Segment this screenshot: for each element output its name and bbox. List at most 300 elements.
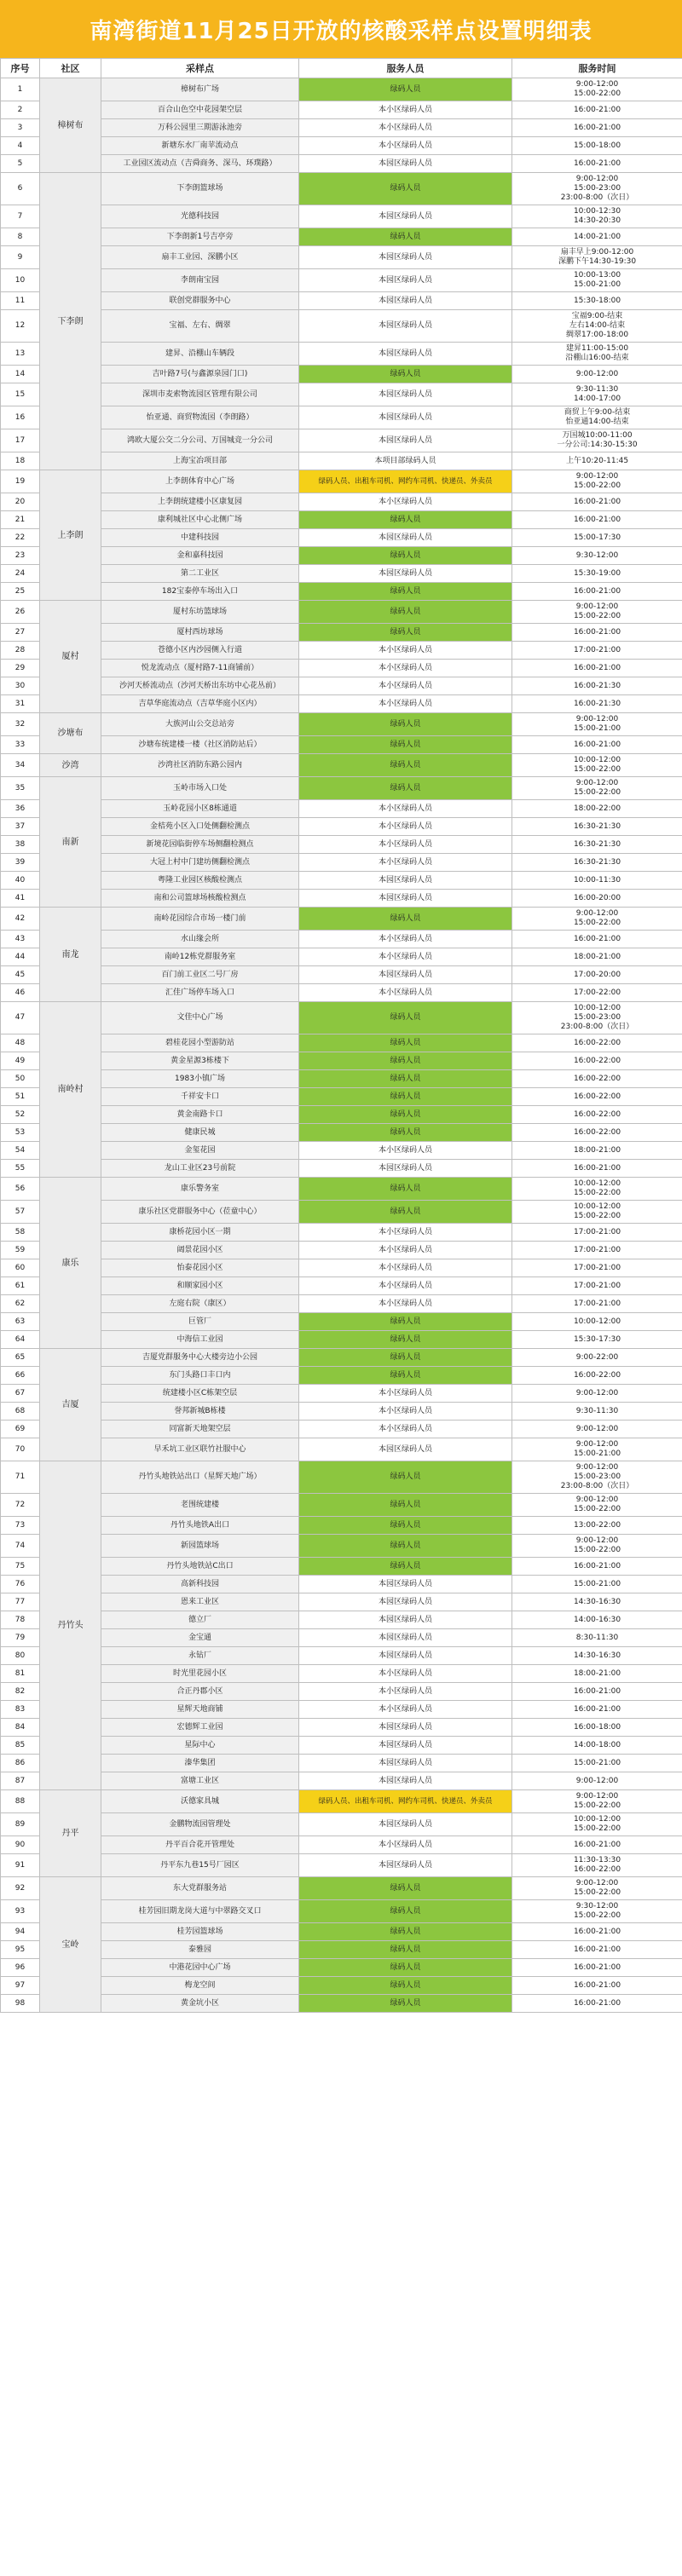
time-cell — [512, 1737, 682, 1755]
time-cell — [512, 1034, 682, 1052]
time-line: 15:00-22:00 — [573, 1189, 621, 1197]
staff-cell: 本小区绿码人员 — [299, 1701, 512, 1719]
time-cell — [512, 1665, 682, 1683]
staff-cell: 绿码人员、出租车司机、网约车司机、快递员、外卖员 — [299, 1790, 512, 1813]
table-row — [1, 511, 682, 529]
row-number: 73 — [1, 1517, 40, 1535]
staff-cell: 本园区绿码人员 — [299, 1438, 512, 1461]
time-line: 15:00-22:00 — [573, 1888, 621, 1897]
staff-cell: 绿码人员 — [299, 736, 512, 754]
row-number: 23 — [1, 547, 40, 565]
time-cell — [512, 547, 682, 565]
time-cell — [512, 854, 682, 872]
staff-cell: 本小区绿码人员 — [299, 1665, 512, 1683]
time-cell — [512, 1494, 682, 1517]
time-line: 15:00-22:00 — [573, 1546, 621, 1554]
staff-cell: 本园区绿码人员 — [299, 1854, 512, 1877]
header-staff: 服务人员 — [299, 59, 512, 78]
staff-cell: 本园区绿码人员 — [299, 1611, 512, 1629]
table-row — [1, 1201, 682, 1224]
site-cell: 高新科技园 — [101, 1576, 299, 1593]
table-row — [1, 754, 682, 777]
time-cell — [512, 1313, 682, 1331]
row-number: 46 — [1, 984, 40, 1002]
row-number: 16 — [1, 406, 40, 429]
site-cell: 扇丰工业园、深鹏小区 — [101, 246, 299, 269]
row-number: 67 — [1, 1385, 40, 1403]
community-cell: 康乐 — [40, 1178, 101, 1349]
time-cell — [512, 1331, 682, 1349]
staff-cell: 本园区绿码人员 — [299, 1772, 512, 1790]
time-line: 万国城10:00-11:00 — [562, 431, 633, 440]
staff-cell: 本小区绿码人员 — [299, 984, 512, 1002]
time-line: 15:00-21:00 — [573, 1449, 621, 1458]
time-cell — [512, 78, 682, 101]
site-cell: 同富新天地架空层 — [101, 1421, 299, 1438]
time-cell — [512, 228, 682, 246]
time-line: 16:00-22:00 — [573, 1370, 621, 1380]
row-number: 18 — [1, 452, 40, 470]
time-line: 16:00-21:00 — [573, 158, 621, 168]
time-line: 10:00-12:30 — [573, 207, 621, 216]
row-number: 41 — [1, 890, 40, 908]
time-cell — [512, 872, 682, 890]
site-cell: 金桔苑小区入口处侧翻检测点 — [101, 818, 299, 836]
table-row — [1, 565, 682, 583]
site-cell: 桂芳园篮球场 — [101, 1923, 299, 1941]
time-line: 9:30-12:00 — [575, 1902, 619, 1910]
site-cell: 厦村东坊篮球场 — [101, 601, 299, 624]
time-cell — [512, 1719, 682, 1737]
row-number: 60 — [1, 1259, 40, 1277]
community-cell: 上李朗 — [40, 470, 101, 601]
staff-cell: 绿码人员 — [299, 1106, 512, 1124]
time-cell — [512, 601, 682, 624]
time-line: 16:00-21:00 — [573, 1998, 621, 2008]
time-line: 10:00-12:00 — [573, 1202, 621, 1211]
site-cell: 182宝泰停车场出入口 — [101, 583, 299, 601]
site-cell: 康利城社区中心北侧广场 — [101, 511, 299, 529]
table-row — [1, 1438, 682, 1461]
staff-cell: 本园区绿码人员 — [299, 429, 512, 452]
time-line: 10:00-11:30 — [573, 875, 621, 885]
row-number: 45 — [1, 966, 40, 984]
site-cell: 大族河山公交总站旁 — [101, 713, 299, 736]
header-site: 采样点 — [101, 59, 299, 78]
staff-cell: 本小区绿码人员 — [299, 1242, 512, 1259]
row-number: 76 — [1, 1576, 40, 1593]
site-cell: 深圳市麦索物流园区管理有限公司 — [101, 383, 299, 406]
time-line: 10:00-12:00 — [573, 756, 621, 764]
time-line: 16:00-21:00 — [573, 105, 621, 114]
time-line: 15:30-17:30 — [573, 1334, 621, 1344]
staff-cell: 本小区绿码人员 — [299, 493, 512, 511]
time-line: 10:00-13:00 — [573, 271, 621, 279]
row-number: 10 — [1, 269, 40, 292]
time-cell — [512, 205, 682, 228]
row-number: 57 — [1, 1201, 40, 1224]
time-line: 15:00-22:00 — [573, 1911, 621, 1920]
table-row — [1, 1178, 682, 1201]
time-cell — [512, 1629, 682, 1647]
row-number: 54 — [1, 1142, 40, 1160]
time-line: 怡亚通14:00-结束 — [565, 418, 629, 426]
time-cell — [512, 1385, 682, 1403]
row-number: 3 — [1, 119, 40, 137]
row-number: 68 — [1, 1403, 40, 1421]
table-row — [1, 1593, 682, 1611]
time-line: 16:00-21:30 — [573, 699, 621, 708]
site-cell: 工业园区流动点（吉舜商务、深马、环璞路） — [101, 155, 299, 173]
row-number: 8 — [1, 228, 40, 246]
staff-cell: 本园区绿码人员 — [299, 1629, 512, 1647]
site-cell: 富塘工业区 — [101, 1772, 299, 1790]
staff-cell: 本园区绿码人员 — [299, 205, 512, 228]
table-body — [1, 78, 682, 2013]
staff-cell: 本小区绿码人员 — [299, 1683, 512, 1701]
table-row — [1, 624, 682, 642]
staff-cell: 本小区绿码人员 — [299, 836, 512, 854]
site-cell: 南岭花园综合市场一楼门前 — [101, 908, 299, 931]
time-line: 16:00-21:00 — [573, 1962, 621, 1972]
site-cell: 悦龙流动点（厦村路7-11商铺前） — [101, 660, 299, 677]
site-cell: 丹平东九巷15号厂园区 — [101, 1854, 299, 1877]
row-number: 42 — [1, 908, 40, 931]
row-number: 58 — [1, 1224, 40, 1242]
row-number: 47 — [1, 1002, 40, 1034]
table-row — [1, 1558, 682, 1576]
staff-cell: 绿码人员 — [299, 777, 512, 800]
time-line: 15:00-22:00 — [573, 612, 621, 620]
row-number: 43 — [1, 931, 40, 948]
time-line: 10:00-12:00 — [573, 1004, 621, 1012]
site-cell: 誉邦新城B栋楼 — [101, 1403, 299, 1421]
time-line: 15:00-23:00 — [573, 184, 621, 193]
staff-cell: 本园区绿码人员 — [299, 872, 512, 890]
time-line: 16:00-22:00 — [573, 1092, 621, 1101]
time-line: 9:00-12:00 — [575, 602, 619, 611]
site-cell: 中港花园中心广场 — [101, 1959, 299, 1977]
site-cell: 黄金坑小区 — [101, 1995, 299, 2013]
site-cell: 金和嘉科技园 — [101, 547, 299, 565]
site-cell: 和顺家园小区 — [101, 1277, 299, 1295]
row-number: 5 — [1, 155, 40, 173]
staff-cell: 本小区绿码人员 — [299, 119, 512, 137]
table-row — [1, 1002, 682, 1034]
time-line: 14:00-18:00 — [573, 1740, 621, 1749]
time-line: 8:30-11:30 — [575, 1633, 619, 1642]
time-cell — [512, 1002, 682, 1034]
time-line: 9:30-11:30 — [575, 1406, 619, 1415]
staff-cell: 绿码人员 — [299, 1002, 512, 1034]
time-line: 16:00-21:00 — [573, 1980, 621, 1990]
site-cell: 德立厂 — [101, 1611, 299, 1629]
site-cell: 上海宝冶项目部 — [101, 452, 299, 470]
time-line: 14:00-17:00 — [573, 395, 621, 403]
staff-cell: 本园区绿码人员 — [299, 1647, 512, 1665]
time-cell — [512, 511, 682, 529]
time-line: 15:00-21:00 — [573, 1579, 621, 1588]
row-number: 49 — [1, 1052, 40, 1070]
table-row — [1, 1719, 682, 1737]
time-cell — [512, 836, 682, 854]
table-row — [1, 205, 682, 228]
table-row — [1, 228, 682, 246]
site-cell: 宏德辉工业园 — [101, 1719, 299, 1737]
staff-cell: 绿码人员 — [299, 1959, 512, 1977]
time-line: 23:00-8:00（次日） — [560, 1023, 634, 1031]
header-time: 服务时间 — [512, 59, 682, 78]
table-row — [1, 1977, 682, 1995]
site-cell: 黄金星源3栋楼下 — [101, 1052, 299, 1070]
site-cell: 金宝通 — [101, 1629, 299, 1647]
site-cell: 东门头路口丰口内 — [101, 1367, 299, 1385]
table-row — [1, 1124, 682, 1142]
row-number: 63 — [1, 1313, 40, 1331]
staff-cell: 本小区绿码人员 — [299, 1295, 512, 1313]
community-cell: 沙塘布 — [40, 713, 101, 754]
time-line: 商贸上午9:00-结束 — [564, 408, 631, 417]
time-line: 14:30-20:30 — [573, 216, 621, 225]
staff-cell: 本小区绿码人员 — [299, 854, 512, 872]
time-line: 16:00-22:00 — [573, 1056, 621, 1065]
time-line: 16:00-21:00 — [573, 1927, 621, 1936]
staff-cell: 绿码人员 — [299, 1877, 512, 1900]
time-line: 16:00-21:00 — [573, 934, 621, 943]
row-number: 24 — [1, 565, 40, 583]
time-line: 15:00-21:00 — [573, 724, 621, 733]
time-cell — [512, 1224, 682, 1242]
time-cell — [512, 1923, 682, 1941]
staff-cell: 绿码人员 — [299, 1517, 512, 1535]
time-line: 15:30-18:00 — [573, 296, 621, 305]
staff-cell: 绿码人员 — [299, 1977, 512, 1995]
community-cell: 吉厦 — [40, 1349, 101, 1461]
site-cell: 东大党群服务站 — [101, 1877, 299, 1900]
row-number: 9 — [1, 246, 40, 269]
staff-cell: 本小区绿码人员 — [299, 1421, 512, 1438]
time-line: 15:00-23:00 — [573, 1472, 621, 1481]
staff-cell: 绿码人员 — [299, 1535, 512, 1558]
row-number: 96 — [1, 1959, 40, 1977]
staff-cell: 绿码人员 — [299, 1349, 512, 1367]
site-cell: 下李朗新1号吉亭旁 — [101, 228, 299, 246]
time-line: 15:00-22:00 — [573, 919, 621, 927]
site-cell: 丹平百合花开管理处 — [101, 1836, 299, 1854]
staff-cell: 绿码人员 — [299, 1995, 512, 2013]
time-line: 16:00-21:00 — [573, 1163, 621, 1173]
time-line: 16:00-22:00 — [573, 1038, 621, 1047]
community-cell: 南岭村 — [40, 1002, 101, 1178]
time-line: 9:00-12:00 — [575, 80, 619, 89]
time-line: 16:00-22:00 — [573, 1127, 621, 1137]
site-cell: 吉厦党群服务中心大楼旁边小公园 — [101, 1349, 299, 1367]
row-number: 25 — [1, 583, 40, 601]
table-row — [1, 137, 682, 155]
staff-cell: 绿码人员 — [299, 1461, 512, 1494]
site-cell: 吉叶路7号(与鑫源泉园门口) — [101, 366, 299, 383]
table-row — [1, 1701, 682, 1719]
time-line: 16:00-20:00 — [573, 893, 621, 902]
time-cell — [512, 1977, 682, 1995]
time-cell — [512, 1576, 682, 1593]
site-cell: 上李朗体育中心广场 — [101, 470, 299, 493]
staff-cell: 本小区绿码人员 — [299, 1403, 512, 1421]
table-row — [1, 1461, 682, 1494]
time-cell — [512, 1593, 682, 1611]
site-cell: 建昇、沿棚山车辆段 — [101, 343, 299, 366]
site-cell: 文佳中心广场 — [101, 1002, 299, 1034]
time-cell — [512, 1959, 682, 1977]
site-cell: 统建楼小区C栋架空层 — [101, 1385, 299, 1403]
site-cell: 丹竹头地铁站出口（星辉天地广场） — [101, 1461, 299, 1494]
time-cell — [512, 529, 682, 547]
row-number: 75 — [1, 1558, 40, 1576]
staff-cell: 本园区绿码人员 — [299, 966, 512, 984]
row-number: 53 — [1, 1124, 40, 1142]
time-cell — [512, 1995, 682, 2013]
site-cell: 鸿欧大厦公交二分公司、万国城竞一分公司 — [101, 429, 299, 452]
time-cell — [512, 583, 682, 601]
row-number: 17 — [1, 429, 40, 452]
row-number: 13 — [1, 343, 40, 366]
time-line: 9:00-12:00 — [575, 1463, 619, 1472]
time-cell — [512, 1052, 682, 1070]
staff-cell: 本小区绿码人员 — [299, 1259, 512, 1277]
community-cell: 下李朗 — [40, 173, 101, 470]
time-cell — [512, 1106, 682, 1124]
row-number: 40 — [1, 872, 40, 890]
site-cell: 中建科技园 — [101, 529, 299, 547]
table-row — [1, 269, 682, 292]
time-cell — [512, 966, 682, 984]
time-cell — [512, 119, 682, 137]
table-row — [1, 155, 682, 173]
site-cell: 沙河天桥流动点（沙河天桥出东坊中心花丛前） — [101, 677, 299, 695]
table-row — [1, 310, 682, 343]
staff-cell: 绿码人员、出租车司机、网约车司机、快递员、外卖员 — [299, 470, 512, 493]
table-row — [1, 1737, 682, 1755]
time-line: 17:00-20:00 — [573, 970, 621, 979]
table-row — [1, 1403, 682, 1421]
staff-cell: 本小区绿码人员 — [299, 695, 512, 713]
time-cell — [512, 1813, 682, 1836]
staff-cell: 绿码人员 — [299, 1178, 512, 1201]
site-cell: 联创党群服务中心 — [101, 292, 299, 310]
table-row — [1, 1836, 682, 1854]
table-row — [1, 1755, 682, 1772]
row-number: 88 — [1, 1790, 40, 1813]
time-cell — [512, 269, 682, 292]
time-line: 上午10:20-11:45 — [565, 456, 629, 465]
time-cell — [512, 1941, 682, 1959]
time-cell — [512, 624, 682, 642]
staff-cell: 绿码人员 — [299, 713, 512, 736]
time-line: 建昇11:00-15:00 — [565, 344, 629, 353]
row-number: 81 — [1, 1665, 40, 1683]
row-number: 31 — [1, 695, 40, 713]
staff-cell: 绿码人员 — [299, 1124, 512, 1142]
time-line: 17:00-21:00 — [573, 1299, 621, 1308]
time-line: 11:30-13:30 — [573, 1856, 621, 1864]
time-line: 16:00-21:30 — [573, 681, 621, 690]
row-number: 37 — [1, 818, 40, 836]
time-line: 16:00-18:00 — [573, 1722, 621, 1732]
table-row — [1, 529, 682, 547]
time-line: 17:00-22:00 — [573, 988, 621, 997]
row-number: 95 — [1, 1941, 40, 1959]
row-number: 98 — [1, 1995, 40, 2013]
time-cell — [512, 1367, 682, 1385]
time-line: 16:00-21:00 — [573, 1704, 621, 1714]
sampling-sites-table — [0, 58, 682, 2013]
time-cell — [512, 800, 682, 818]
row-number: 70 — [1, 1438, 40, 1461]
time-line: 15:00-23:00 — [573, 1013, 621, 1022]
row-number: 28 — [1, 642, 40, 660]
table-row — [1, 1813, 682, 1836]
row-number: 12 — [1, 310, 40, 343]
time-line: 扇丰早上9:00-12:00 — [560, 248, 634, 256]
time-cell — [512, 1755, 682, 1772]
staff-cell: 本小区绿码人员 — [299, 1142, 512, 1160]
time-line: 13:00-22:00 — [573, 1520, 621, 1530]
table-row — [1, 1259, 682, 1277]
time-cell — [512, 890, 682, 908]
table-row — [1, 1535, 682, 1558]
table-row — [1, 452, 682, 470]
time-line: 16:00-21:00 — [573, 1561, 621, 1570]
time-line: 16:30-21:30 — [573, 821, 621, 831]
staff-cell: 本小区绿码人员 — [299, 931, 512, 948]
site-cell: 时光里花园小区 — [101, 1665, 299, 1683]
time-line: 17:00-21:00 — [573, 1245, 621, 1254]
row-number: 55 — [1, 1160, 40, 1178]
community-cell: 南新 — [40, 777, 101, 908]
staff-cell: 本小区绿码人员 — [299, 800, 512, 818]
table-row — [1, 1224, 682, 1242]
row-number: 83 — [1, 1701, 40, 1719]
time-line: 9:00-12:00 — [575, 175, 619, 183]
site-cell: 沙塘布统建楼一楼（社区消防站后） — [101, 736, 299, 754]
staff-cell: 本园区绿码人员 — [299, 155, 512, 173]
row-number: 62 — [1, 1295, 40, 1313]
time-line: 16:00-21:00 — [573, 586, 621, 596]
row-number: 22 — [1, 529, 40, 547]
site-cell: 玉岭市场入口处 — [101, 777, 299, 800]
row-number: 71 — [1, 1461, 40, 1494]
time-line: 16:00-21:00 — [573, 1840, 621, 1849]
site-cell: 新境花园临街停车场侧翻检测点 — [101, 836, 299, 854]
table-row — [1, 470, 682, 493]
table-row — [1, 1160, 682, 1178]
time-line: 15:00-21:00 — [573, 280, 621, 289]
row-number: 91 — [1, 1854, 40, 1877]
table-row — [1, 1313, 682, 1331]
time-line: 16:30-21:30 — [573, 857, 621, 867]
staff-cell: 绿码人员 — [299, 601, 512, 624]
row-number: 90 — [1, 1836, 40, 1854]
staff-cell: 本园区绿码人员 — [299, 1813, 512, 1836]
table-row — [1, 1331, 682, 1349]
site-cell: 老围统建楼 — [101, 1494, 299, 1517]
time-cell — [512, 777, 682, 800]
table-row — [1, 1647, 682, 1665]
table-row — [1, 890, 682, 908]
row-number: 61 — [1, 1277, 40, 1295]
time-line: 16:30-21:30 — [573, 839, 621, 849]
site-cell: 万科公园里三期游泳池旁 — [101, 119, 299, 137]
